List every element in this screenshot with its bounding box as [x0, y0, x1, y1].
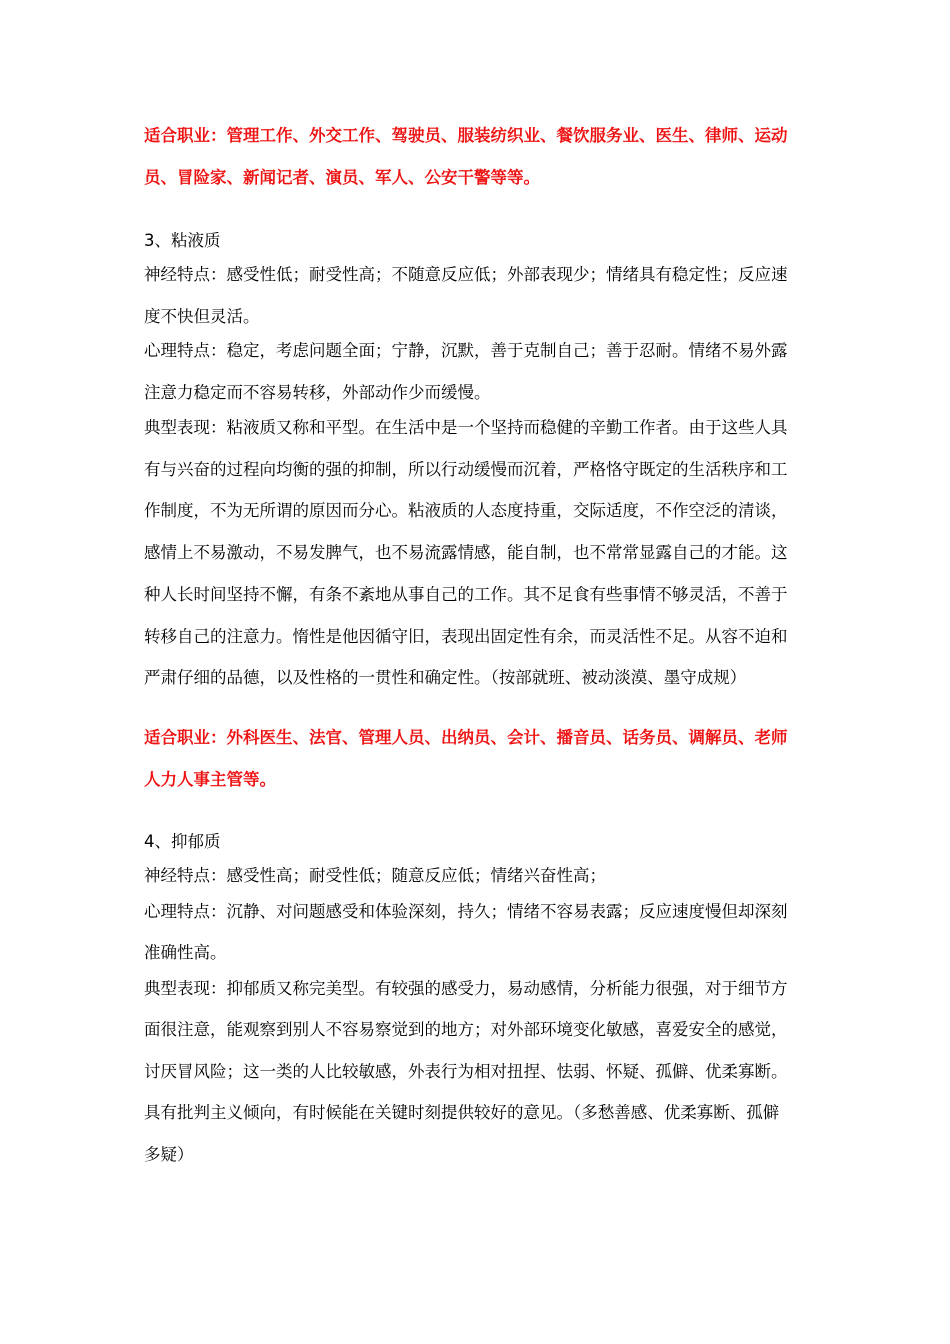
melancholic-typical-line-4: 具有批判主义倾向，有时候能在关键时刻提供较好的意见。（多愁善感、优柔寡断、孤僻: [144, 1103, 780, 1122]
melancholic-typical-line-5: 多疑）: [144, 1145, 194, 1164]
phlegmatic-typical-line-7: 严肃仔细的品德，以及性格的一贯性和确定性。（按部就班、被动淡漠、墨守成规）: [144, 668, 747, 687]
melancholic-nerve-line-1: 神经特点：感受性高；耐受性低；随意反应低；情绪兴奋性高；: [144, 866, 606, 885]
phlegmatic-jobs-line-1: 适合职业：外科医生、法官、管理人员、出纳员、会计、播音员、话务员、调解员、老师: [144, 728, 788, 747]
phlegmatic-typical-line-4: 感情上不易激动，不易发脾气，也不易流露情感，能自制，也不常常显露自己的才能。这: [144, 543, 788, 562]
melancholic-typical-line-3: 讨厌冒风险；这一类的人比较敏感，外表行为相对扭捏、怯弱、怀疑、孤僻、优柔寡断。: [144, 1062, 788, 1081]
phlegmatic-typical-line-1: 典型表现：粘液质又称和平型。在生活中是一个坚持而稳健的辛勤工作者。由于这些人具: [144, 418, 788, 437]
phlegmatic-jobs-line-2: 人力人事主管等。: [144, 770, 276, 789]
phlegmatic-nerve-line-1: 神经特点：感受性低；耐受性高；不随意反应低；外部表现少；情绪具有稳定性；反应速: [144, 265, 788, 284]
phlegmatic-typical-line-5: 种人长时间坚持不懈，有条不紊地从事自己的工作。其不足食有些事情不够灵活，不善于: [144, 585, 788, 604]
phlegmatic-typical-line-6: 转移自己的注意力。惰性是他因循守旧，表现出固定性有余，而灵活性不足。从容不迫和: [144, 627, 788, 646]
phlegmatic-typical-line-2: 有与兴奋的过程向均衡的强的抑制，所以行动缓慢而沉着，严格恪守既定的生活秩序和工: [144, 460, 788, 479]
melancholic-heading: 4、抑郁质: [144, 832, 221, 851]
sanguine-jobs-line-1: 适合职业：管理工作、外交工作、驾驶员、服装纺织业、餐饮服务业、医生、律师、运动: [144, 126, 788, 145]
phlegmatic-psych-line-1: 心理特点：稳定，考虑问题全面；宁静，沉默，善于克制自己；善于忍耐。情绪不易外露: [144, 341, 788, 360]
sanguine-jobs-line-2: 员、冒险家、新闻记者、演员、军人、公安干警等等。: [144, 168, 540, 187]
melancholic-typical-line-2: 面很注意，能观察到别人不容易察觉到的地方；对外部环境变化敏感，喜爱安全的感觉，: [144, 1020, 788, 1039]
phlegmatic-nerve-line-2: 度不快但灵活。: [144, 307, 260, 326]
melancholic-typical-line-1: 典型表现：抑郁质又称完美型。有较强的感受力，易动感情，分析能力很强，对于细节方: [144, 979, 788, 998]
phlegmatic-heading: 3、粘液质: [144, 231, 221, 250]
phlegmatic-psych-line-2: 注意力稳定而不容易转移，外部动作少而缓慢。: [144, 383, 491, 402]
melancholic-psych-line-1: 心理特点：沉静、对问题感受和体验深刻，持久；情绪不容易表露；反应速度慢但却深刻: [144, 902, 788, 921]
phlegmatic-typical-line-3: 作制度，不为无所谓的原因而分心。粘液质的人态度持重，交际适度，不作空泛的清谈，: [144, 501, 788, 520]
melancholic-psych-line-2: 准确性高。: [144, 943, 227, 962]
